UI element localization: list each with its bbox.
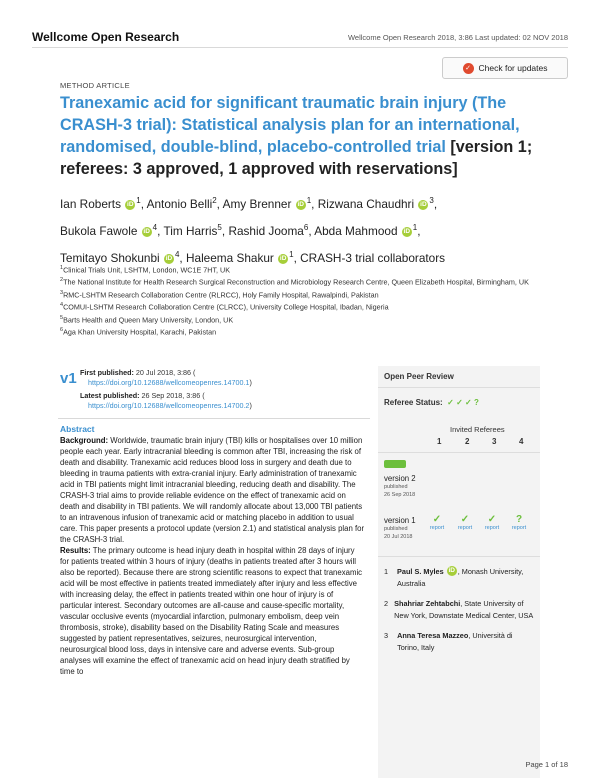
referee-name[interactable]: Shahriar Zehtabchi <box>394 599 461 608</box>
author-name[interactable]: Rizwana Chaudhri <box>317 196 415 211</box>
author-name[interactable]: Antonio Belli <box>146 196 213 211</box>
affiliation: $^5$Barts Health and Queen Mary University, London, UK <box>60 314 234 324</box>
author-name[interactable]: CRASH-3 trial collaborators <box>300 250 446 265</box>
latest-published: Latest published: 26 Sep 2018, 3:86 ( <box>80 391 205 400</box>
abstract-divider <box>58 418 370 419</box>
version-note: [version 1; referees: 3 approved, 1 approved with reservations] <box>60 138 533 178</box>
referee-col-4: 4 <box>519 437 524 446</box>
affiliation: $^2$The National Institute for Health Research Surgical Reconstruction and Microbiology Research Centre, Queen Elizabeth Hospital, Birmingham, UK <box>60 277 529 287</box>
author-name[interactable]: Amy Brenner <box>222 196 292 211</box>
reservations-icon: ? <box>473 398 479 407</box>
referee-status: Referee Status: ✓ ✓ ✓ ? <box>384 398 479 407</box>
report-3[interactable]: ✓ report <box>479 514 505 531</box>
author-name[interactable]: Tim Harris <box>163 223 218 238</box>
affiliation: $^3$RMC-LSHTM Research Collaboration Centre (RLRCC), Holy Family Hospital, Rawalpindi, Pakistan <box>60 289 379 300</box>
referee-col-1: 1 <box>437 437 442 446</box>
peer-review-heading: Open Peer Review <box>384 372 454 381</box>
orcid-icon[interactable]: iD <box>403 227 411 235</box>
header-divider <box>32 47 568 48</box>
version-tag: v1 <box>60 370 77 387</box>
affiliation-list <box>60 263 560 337</box>
article-meta: Wellcome Open Research 2018, 3:86 Last updated: 02 NOV 2018 <box>347 33 568 42</box>
panel-divider <box>378 387 540 388</box>
reservations-icon: ? <box>515 514 523 525</box>
check-for-updates-button[interactable] <box>442 57 568 79</box>
version-1-row[interactable]: version 1 published 20 Jul 2018 <box>384 516 416 540</box>
abstract-body <box>60 435 365 677</box>
abstract-results: Results: The primary outcome is head injury death in hospital within 28 days of injury for patients treated within 3 hours of injury (deaths in patients treated after 3 hours will also be reported). Because there are strong scientific reasons to expect that tranexamic acid will be most effective in patients treated immediately after injury and less effective with increasing delay, the effect in patients treated within one hour of injury is of particular interest. Secondary outcomes are all-cause and cause-specific mortality, vascular occlusive events (myocardial infarction, pulmonary embolism, deep vein thrombosis, stroke), disability based on the Disability Rating Scale and measures suggested by patient representatives, seizures, neurosurgical intervention, neurosurgical blood loss, days in intensive care and adverse events. Sub-group analyses will examine the effect of tranexamic acid on head injury death stratified by time to <box>60 546 363 676</box>
invited-referees-label: Invited Referees <box>450 425 505 434</box>
approved-icon: ✓ <box>447 398 454 407</box>
first-doi-link[interactable]: https://doi.org/10.12688/wellcomeopenres.14700.1 <box>88 378 250 387</box>
report-2[interactable]: ✓ report <box>452 514 478 531</box>
report-4[interactable]: ? report <box>506 514 532 531</box>
referee-item: 3 Anna Teresa Mazzeo, Università di Torino, Italy <box>384 631 513 652</box>
article-title <box>60 92 560 180</box>
version-2-badge <box>384 460 406 468</box>
author-name[interactable]: Abda Mahmood <box>314 223 398 238</box>
orcid-icon[interactable]: iD <box>143 227 150 235</box>
orcid-icon[interactable]: iD <box>420 200 427 208</box>
latest-doi-link[interactable]: https://doi.org/10.12688/wellcomeopenres.14700.2 <box>88 401 250 410</box>
referee-item: 1 Paul S. Myles iD , Monash University, Australia <box>384 567 524 588</box>
approved-icon: ✓ <box>432 514 442 525</box>
referee-col-2: 2 <box>465 437 470 446</box>
publication-history: First published: 20 Jul 2018, 3:86 ( https://doi.org/10.12688/wellcomeopenres.14700.1) Latest published: 26 Sep 2018, 3:86 ( https://doi.org/10.12688/wellcomeopenres.14700.2) <box>80 368 370 411</box>
affiliation: $^6$Aga Khan University Hospital, Karachi, Pakistan <box>60 326 217 337</box>
approved-icon: ✓ <box>460 514 470 525</box>
referee-divider <box>378 556 540 557</box>
approved-icon: ✓ <box>456 398 463 407</box>
page-number: Page 1 of 18 <box>525 760 568 769</box>
orcid-icon[interactable]: iD <box>127 200 134 208</box>
article-type: METHOD ARTICLE <box>60 81 130 90</box>
orcid-icon[interactable]: iD <box>448 567 455 574</box>
crossmark-icon: ✓ <box>463 63 474 74</box>
author-name[interactable]: Temitayo Shokunbi <box>60 250 160 265</box>
report-1[interactable]: ✓ report <box>424 514 450 531</box>
referee-name[interactable]: Anna Teresa Mazzeo <box>397 631 469 640</box>
author-name[interactable]: Ian Roberts <box>60 196 121 211</box>
author-name[interactable]: Haleema Shakur <box>185 250 274 265</box>
author-name[interactable]: Bukola Fawole <box>60 223 138 238</box>
referee-name[interactable]: Paul S. Myles <box>397 567 444 576</box>
orcid-icon[interactable]: iD <box>297 200 304 208</box>
affiliation: $^4$COMUI-LSHTM Research Collaboration Centre (CLRCC), University College Hospital, Ibadan, Nigeria <box>60 302 389 312</box>
author-name[interactable]: Rashid Jooma <box>228 223 304 238</box>
check-for-updates-label: Check for updates <box>478 63 548 73</box>
affiliation: $^1$Clinical Trials Unit, LSHTM, London, WC1E 7HT, UK <box>60 265 231 275</box>
title-text: Tranexamic acid for significant traumatic brain injury (The CRASH-3 trial): Statistical analysis plan for an international, randomised, double-blind, placebo-controlled trial <box>60 94 520 156</box>
journal-brand: Wellcome Open Research <box>32 30 180 44</box>
orcid-icon[interactable]: iD <box>279 254 287 262</box>
approved-icon: ✓ <box>465 398 472 407</box>
approved-icon: ✓ <box>487 514 497 525</box>
abstract-background: Background: Worldwide, traumatic brain injury (TBI) kills or hospitalises over 10 million people each year. Early intracranial bleeding is common after TBI, increasing the risk of death and disability. Tranexamic acid reduces blood loss in surgery and death due to bleeding in trauma patients with extra-cranial injury. Early administration of tranexamic acid in TBI patients might limit intracranial bleeding, reducing death and disability. The CRASH-3 trial aims to provide reliable evidence on the effect of tranexamic acid on death and disability in TBI patients. We will randomly allocate about 13,000 TBI patients to an intravenous infusion of tranexamic acid or matching placebo in addition to usual care. This paper presents a protocol update (version 2.1) and statistical analysis plan for the CRASH-3 trial. <box>60 436 365 544</box>
referee-col-3: 3 <box>492 437 497 446</box>
referee-item: 2 Shahriar Zehtabchi, State University of New York, Downstate Medical Center, USA <box>384 599 534 620</box>
referee-list <box>384 566 534 662</box>
author-list: Ian Roberts iD $^1$, Antonio Belli$^2$, Amy Brenner iD $^1$, Rizwana Chaudhri iD $^3$, Bukola Fawole iD $^4$, Tim Harris$^5$, Rashid Jooma$^6$, Abda Mahmood iD $^1$, Temitayo Shokunbi iD $^4$, Haleema Shakur iD $^1$, CRASH-3 trial collaborators <box>60 196 446 265</box>
first-published: First published: 20 Jul 2018, 3:86 ( <box>80 368 196 377</box>
table-divider <box>378 452 540 453</box>
abstract-heading: Abstract <box>60 424 95 434</box>
orcid-icon[interactable]: iD <box>165 254 173 262</box>
version-2-row[interactable]: version 2 published 26 Sep 2018 <box>384 474 416 498</box>
